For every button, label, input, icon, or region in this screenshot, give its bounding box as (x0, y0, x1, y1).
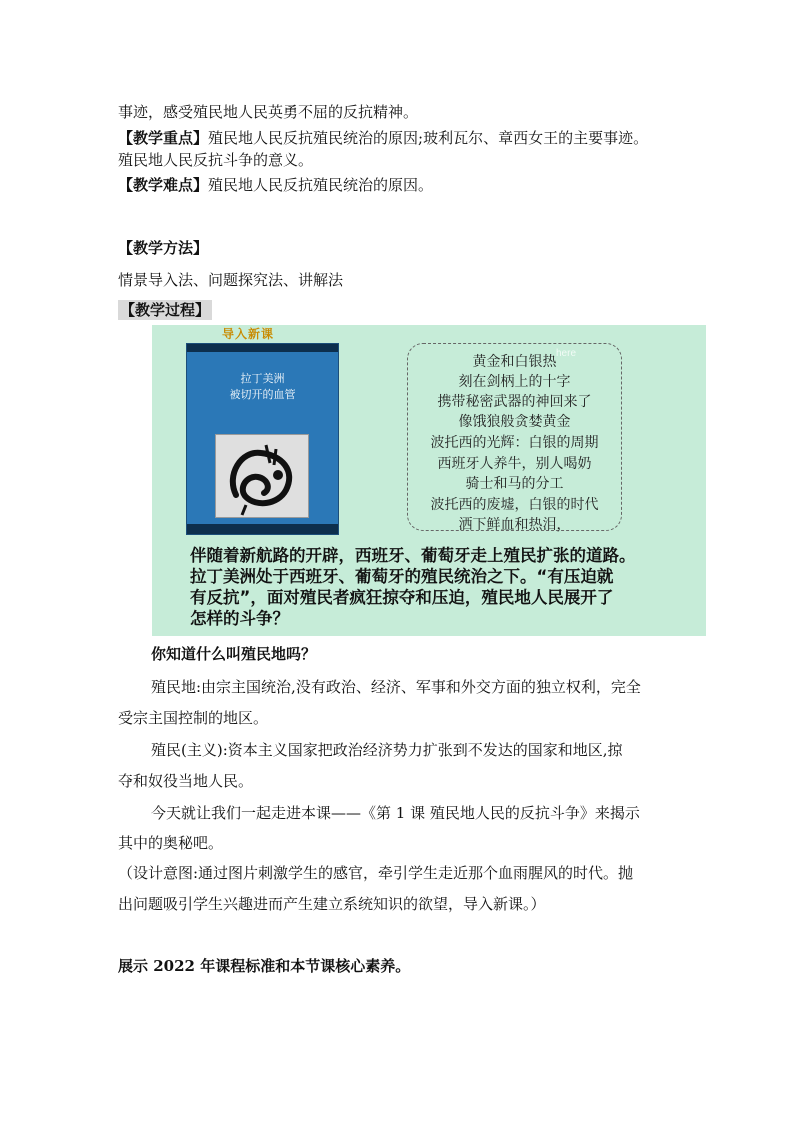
design-intent-cont: 出问题吸引学生兴趣进而产生建立系统知识的欲望，导入新课。） (118, 895, 546, 913)
poem-bubble (407, 343, 622, 531)
slide-text-line: 伴随着新航路的开辟，西班牙、葡萄牙走上殖民扩张的道路。 (190, 546, 636, 565)
question-heading: 你知道什么叫殖民地吗？ (151, 645, 317, 663)
text-line: 事迹，感受殖民地人民英勇不屈的反抗精神。 (118, 103, 419, 121)
poem-line: 洒下鲜血和热泪， (458, 517, 571, 533)
book-cover-image (186, 343, 339, 535)
text-line: 殖民地人民反抗斗争的意义。 (118, 151, 314, 169)
definition-colony: 殖民地:由宗主国统治,没有政治、经济、军事和外交方面的独立权利，完全 (151, 678, 641, 696)
definition-colonialism: 殖民(主义):资本主义国家把政治经济势力扩张到不发达的国家和地区,掠 (151, 741, 623, 759)
difficult-points-label: 【教学难点】 (118, 176, 209, 194)
design-intent: （设计意图:通过图片刺激学生的感官，牵引学生走近那个血雨腥风的时代。抛 (118, 864, 634, 882)
intro-slide-image (152, 325, 706, 636)
slide-text-line: 拉丁美洲处于西班牙、葡萄牙的殖民统治之下。“有压迫就 (190, 567, 614, 586)
key-points-label: 【教学重点】 (118, 129, 209, 147)
difficult-points (118, 175, 433, 195)
method-text: 情景导入法、问题探究法、讲解法 (118, 271, 344, 289)
lesson-intro-cont: 其中的奥秘吧。 (118, 834, 224, 852)
process-label (118, 300, 212, 320)
key-points-text: 殖民地人民反抗殖民统治的原因;玻利瓦尔、章西女王的主要事迹。 (208, 129, 649, 147)
poem-line: 刻在剑柄上的十字 (458, 374, 571, 390)
poem-line: 波托西的废墟，白银的时代 (430, 497, 599, 513)
poem-line: 骑士和马的分工 (465, 476, 564, 492)
key-points (118, 128, 648, 148)
slide-tag: 导入新课 (222, 327, 275, 341)
slide-text-line: 有反抗”，面对殖民者疯狂掠夺和压迫，殖民地人民展开了 (190, 588, 614, 607)
slide-text-line: 怎样的斗争？ (190, 609, 289, 628)
book-title-line: 拉丁美洲 (240, 372, 285, 385)
poem-line: 波托西的光辉：白银的周期 (430, 435, 599, 451)
poem-line: 西班牙人养牛，别人喝奶 (437, 456, 592, 472)
lesson-intro: 今天就让我们一起走进本课——《第 1 课 殖民地人民的反抗斗争》来揭示 (151, 804, 640, 822)
definition-colonialism-cont: 夺和奴役当地人民。 (118, 772, 254, 790)
standard-heading: 展示 2022 年课程标准和本节课核心素养。 (118, 957, 411, 975)
poem-line: 携带秘密武器的神回来了 (437, 394, 592, 410)
difficult-points-text: 殖民地人民反抗殖民统治的原因。 (208, 176, 434, 194)
definition-colony-cont: 受宗主国控制的地区。 (118, 709, 269, 727)
watermark: here (556, 348, 577, 359)
process-label-text: 【教学过程】 (120, 301, 211, 319)
book-art-drawing (216, 435, 308, 517)
book-title-line: 被切开的血管 (229, 388, 296, 401)
poem-line: 黄金和白银热 (472, 354, 557, 370)
method-label: 【教学方法】 (118, 239, 209, 257)
poem-line: 像饿狼般贪婪黄金 (458, 414, 571, 430)
book-art (215, 434, 309, 518)
